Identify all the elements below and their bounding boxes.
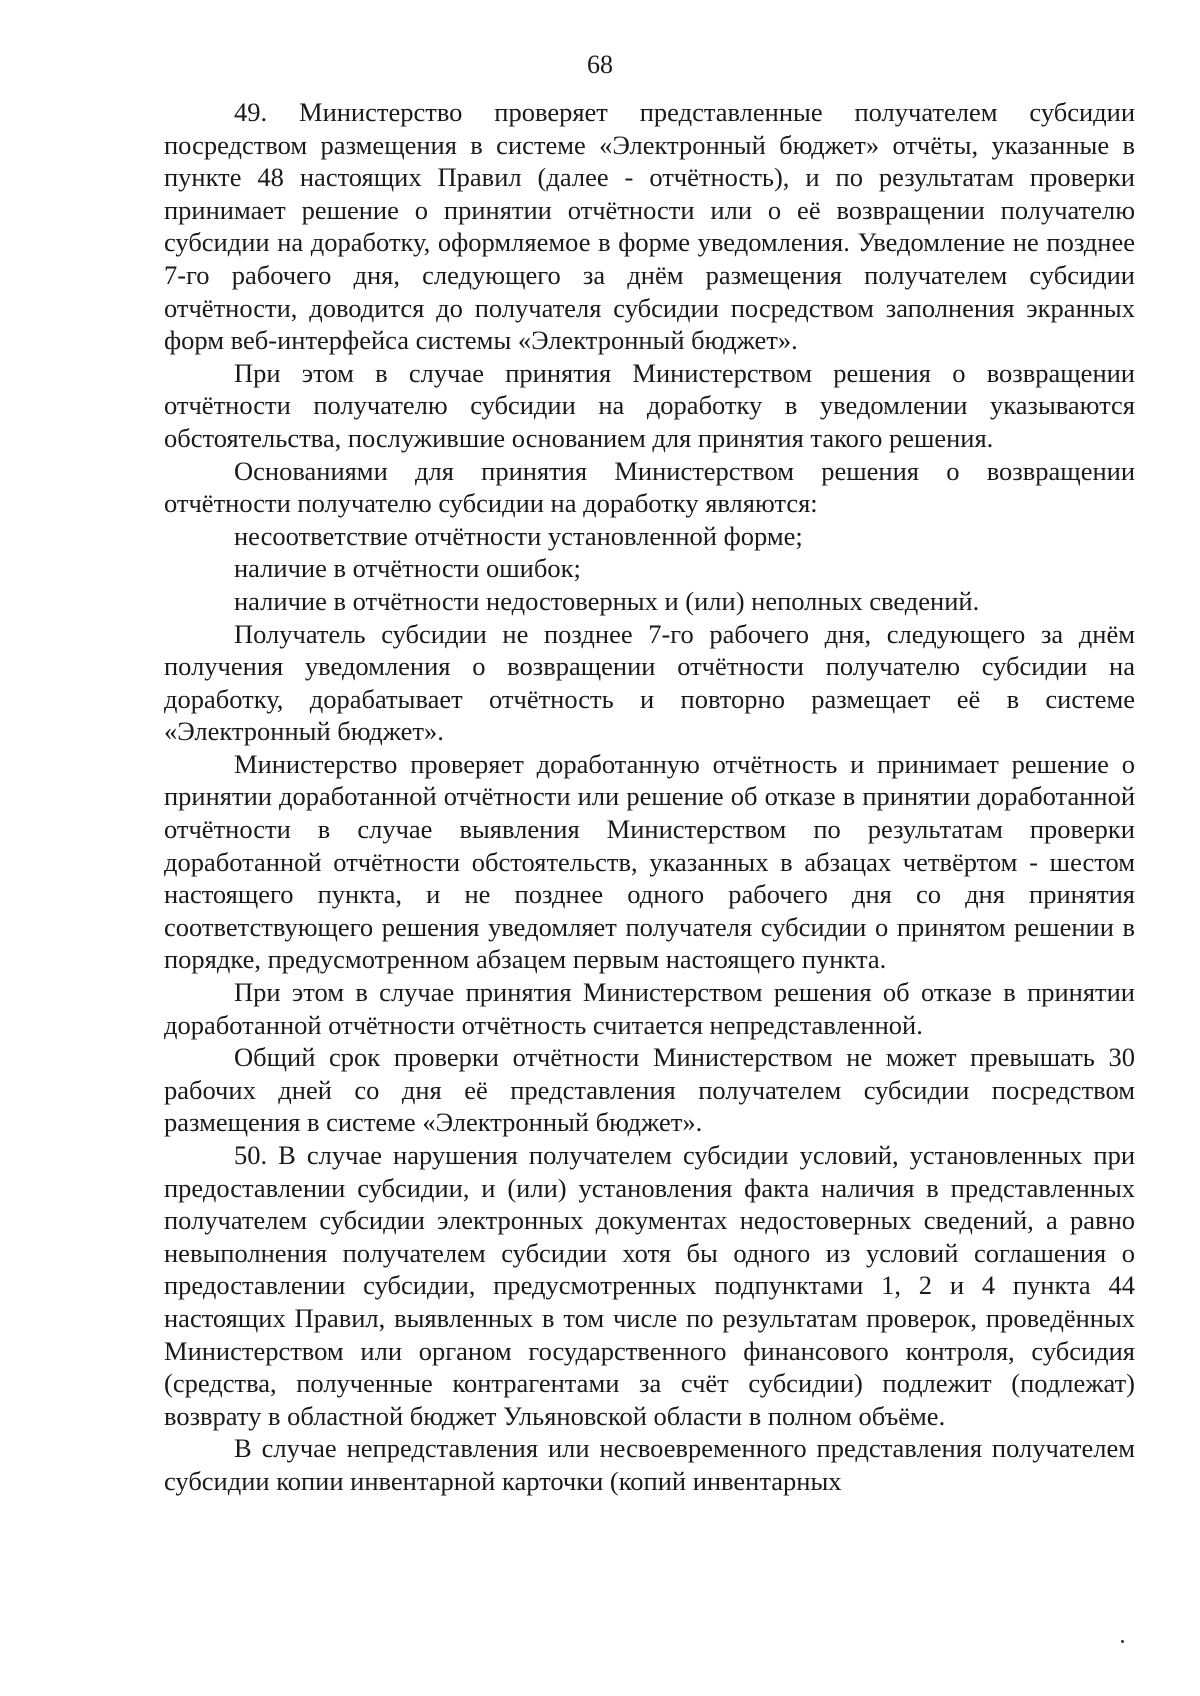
scan-speck [1121,1640,1124,1643]
ground-item-errors: наличие в отчётности ошибок; [234,553,581,584]
paragraph-return-grounds: Основаниями для принятия Министерством решения о возвращении отчётности получателю субсидии на доработку являются: [164,455,1135,519]
page-number: 68 [587,50,613,79]
ground-item-form: несоответствие отчётности установленной форме; [234,520,803,551]
paragraph-inventory-card: В случае непредставления или несвоевременного представления получателем субсидии копии инвентарной карточки (копий инвентарных [164,1433,1135,1496]
paragraph-ministry-review: Министерство проверяет доработанную отчётность и принимает решение о принятии доработанной отчётности или решение об отказе в принятии доработанной отчётности в случае выявления Министерством по результатам проверки доработанной отчётности обстоятельств, указанных в абзацах четвёртом - шестом настоящего пункта, и не позднее одного рабочего дня со дня принятия соответствующего решения уведомляет получателя субсидии о принятом решении в порядке, предусмотренном абзацем первым настоящего пункта. [164,748,1135,975]
document-body [164,96,1135,1498]
paragraph-review-term: Общий срок проверки отчётности Министерством не может превышать 30 рабочих дней со дня её представления получателем субсидии посредством размещения в системе «Электронный бюджет». [164,1042,1135,1138]
paragraph-49: 49. Министерство проверяет представленные получателем субсидии посредством размещения в системе «Электронный бюджет» отчёты, указанные в пункте 48 настоящих Правил (далее - отчётность), и по результатам проверки принимает решение о принятии отчётности или о её возвращении получателю субсидии на доработку, оформляемое в форме уведомления. Уведомление не позднее 7-го рабочего дня, следующего за днём размещения получателем субсидии отчётности, доводится до получателя субсидии посредством заполнения экранных форм веб-интерфейса системы «Электронный бюджет». [164,97,1135,356]
paragraph-return-circumstances: При этом в случае принятия Министерством решения о возвращении отчётности получателю субсидии на доработку в уведомлении указываются обстоятельства, послужившие основанием для принятия такого решения. [164,357,1135,453]
paragraph-resubmission: Получатель субсидии не позднее 7-го рабочего дня, следующего за днём получения уведомления о возвращении отчётности получателю субсидии на доработку, дорабатывает отчётность и повторно размещает её в системе «Электронный бюджет». [164,618,1135,747]
paragraph-50: 50. В случае нарушения получателем субсидии условий, установленных при предоставлении субсидии, и (или) установления факта наличия в представленных получателем субсидии электронных документах недостоверных сведений, а равно невыполнения получателем субсидии хотя бы одного из условий соглашения о предоставлении субсидии, предусмотренных подпунктами 1, 2 и 4 пункта 44 настоящих Правил, выявленных в том числе по результатам проверок, проведённых Министерством или органом государственного финансового контроля, субсидия (средства, полученные контрагентами за счёт субсидии) подлежит (подлежат) возврату в областной бюджет Ульяновской области в полном объёме. [164,1140,1135,1431]
ground-item-unreliable: наличие в отчётности недостоверных и (или) неполных сведений. [234,585,980,616]
paragraph-refusal: При этом в случае принятия Министерством решения об отказе в принятии доработанной отчётности отчётность считается непредставленной. [164,977,1135,1040]
